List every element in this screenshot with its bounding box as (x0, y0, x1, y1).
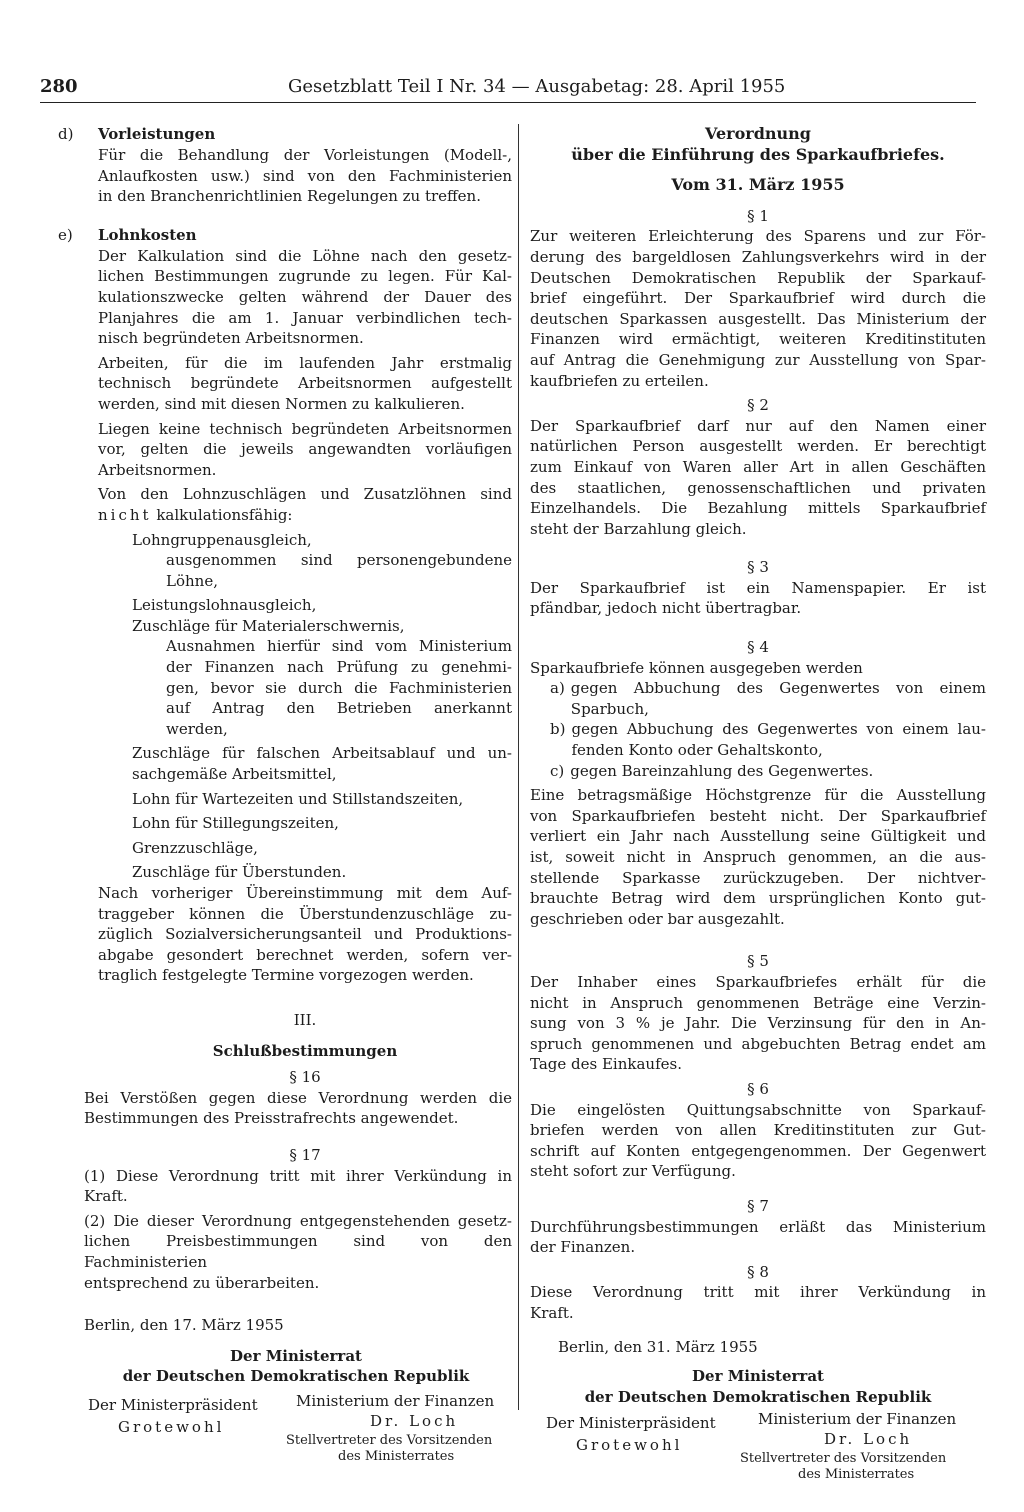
text-line: steht der Barzahlung gleich. (530, 519, 747, 538)
spaced-word: nicht (98, 505, 152, 524)
text-line: Zur weiteren Erleichterung des Sparens und zur För- (530, 227, 986, 246)
text-line: Der Kalkulation sind die Löhne nach den gesetz- (98, 246, 512, 265)
text-line: Kraft. (530, 1303, 574, 1322)
list-item: Grenzzuschläge, (132, 838, 258, 857)
section-e-title: Lohnkosten (98, 225, 197, 244)
authority-line-1: Der Ministerrat (692, 1367, 824, 1386)
paragraph-3 (530, 578, 986, 619)
text-line: nisch begründeten Arbeitsnormen. (98, 329, 364, 348)
text-line: Nach vorheriger Übereinstimmung mit dem Auf- (98, 884, 512, 902)
text-line: derung des bargeldlosen Zahlungsverkehrs wird in der (530, 247, 986, 266)
text-line: der Finanzen. (530, 1238, 636, 1257)
decree-date: Vom 31. März 1955 (671, 175, 845, 195)
list-marker: c) (550, 761, 565, 780)
text-line: traglich festgelegte Termine vorgezogen werden. (98, 966, 474, 985)
text-line: vor, gelten die jeweils angewandten vorläufigen (98, 440, 512, 459)
paragraph-7 (530, 1217, 986, 1258)
text-span: kalkulationsfähig: (156, 505, 293, 524)
page-header (40, 74, 976, 106)
text-line: züglich Sozialversicherungsanteil und Produktions- (98, 925, 512, 944)
place-date: Berlin, den 17. März 1955 (84, 1316, 284, 1335)
text-line: Diese Verordnung tritt mit ihrer Verkündung in (530, 1283, 986, 1302)
text-line: Arbeiten, für die im laufenden Jahr erstmalig (98, 353, 512, 372)
text-line: kaufbriefen zu erteilen. (530, 371, 709, 390)
paragraph-5-label: § 5 (747, 952, 769, 971)
signature-block (530, 1410, 986, 1497)
part-heading: Schlußbestimmungen (212, 1041, 398, 1060)
text-line: Sparbuch, (570, 699, 649, 718)
list-item-note: ausgenommen sind personengebundene (166, 551, 512, 570)
signatory-role: Stellvertreter des Vorsitzenden (740, 1451, 947, 1467)
signatory-role: des Ministerrates (338, 1448, 455, 1464)
paragraph-5 (530, 972, 986, 1075)
text-line: Finanzen wird ermächtigt, weiteren Kreditinstituten (530, 330, 986, 349)
list-item: Lohngruppenausgleich, (132, 530, 312, 549)
list-item-note: werden, (166, 719, 228, 738)
list-marker: b) (550, 720, 566, 739)
text-line: technisch begründete Arbeitsnormen aufgestellt (98, 374, 512, 393)
text-line: steht sofort zur Verfügung. (530, 1162, 736, 1181)
paragraph-16 (84, 1088, 512, 1129)
text-line: abgabe gesondert berechnet werden, sofern ver- (98, 945, 512, 964)
paragraph-1 (530, 226, 986, 391)
list-item: Zuschläge für falschen Arbeitsablauf und un- (132, 744, 512, 763)
paragraph-2 (530, 416, 986, 540)
paragraph-17 (84, 1166, 512, 1294)
page-number: 280 (40, 76, 78, 97)
signatory-title: Ministerium der Finanzen (758, 1410, 957, 1429)
paragraph-16-label: § 16 (289, 1068, 321, 1087)
text-line: Sparkaufbriefe können ausgegeben werden (530, 658, 863, 677)
text-line: zum Einkauf von Waren aller Art in allen Geschäften (530, 457, 986, 476)
section-d-text (98, 145, 512, 207)
left-column (58, 124, 512, 1479)
text-line: Deutschen Demokratischen Republik der Sparkauf- (530, 268, 986, 287)
text-line: entsprechend zu überarbeiten. (84, 1273, 320, 1292)
exclusion-list (132, 530, 512, 884)
text-line: Der Sparkaufbrief darf nur auf den Namen einer (530, 416, 986, 435)
text-line: spruch genommenen und abgebuchten Betrag endet am (530, 1034, 986, 1053)
text-line: des staatlichen, genossenschaftlichen und privaten (530, 478, 986, 497)
text-line: brauchte Betrag wird dem ursprünglichen Konto gut- (530, 889, 986, 908)
column-divider (518, 124, 519, 1410)
text-line: Bestimmungen des Preisstrafrechts angewendet. (84, 1109, 459, 1128)
text-line: gegen Abbuchung des Gegenwertes von einem (570, 679, 986, 698)
text-line: Arbeitsnormen. (98, 460, 217, 479)
text-line: werden, sind mit diesen Normen zu kalkulieren. (98, 394, 465, 413)
section-e-heading (58, 225, 512, 246)
list-item: Zuschläge für Überstunden. (132, 863, 347, 882)
text-line: auf Antrag die Genehmigung zur Ausstellung von Spar- (530, 350, 986, 369)
signatory-title: Der Ministerpräsident (88, 1395, 258, 1414)
paragraph-4 (530, 658, 986, 930)
list-item: Lohn für Stillegungszeiten, (132, 814, 339, 833)
authority-line-1: Der Ministerrat (230, 1346, 362, 1365)
text-line: pfändbar, jedoch nicht übertragbar. (530, 599, 802, 618)
signatory-role: des Ministerrates (798, 1467, 915, 1483)
authority-line-2: der Deutschen Demokratischen Republik (584, 1387, 932, 1406)
list-item-note: Ausnahmen hierfür sind vom Ministerium (166, 637, 512, 656)
list-item (550, 719, 986, 760)
text-line: traggeber können die Überstundenzuschläge zu- (98, 904, 512, 923)
right-column (530, 124, 986, 1497)
text-line: Tage des Einkaufes. (530, 1055, 682, 1074)
signature-block (80, 1391, 512, 1479)
section-d-title: Vorleistungen (98, 125, 216, 143)
signatory-title: Ministerium der Finanzen (296, 1391, 495, 1410)
text-line: Für die Behandlung der Vorleistungen (Modell-, (98, 146, 512, 164)
paragraph-6 (530, 1100, 986, 1182)
paragraph-3-label: § 3 (747, 558, 769, 577)
text-line: Kraft. (84, 1187, 128, 1206)
signatory-name: Grotewohl (118, 1417, 225, 1436)
signatory-title: Der Ministerpräsident (546, 1414, 716, 1433)
list-item: Zuschläge für Materialerschwernis, (132, 616, 405, 635)
text-line (98, 505, 512, 526)
text-line: nicht in Anspruch genommenen Beträge eine Verzin- (530, 993, 986, 1012)
text-line: Liegen keine technisch begründeten Arbeitsnormen (98, 419, 512, 438)
paragraph-7-label: § 7 (747, 1196, 769, 1215)
signatory-role: Stellvertreter des Vorsitzenden (286, 1432, 493, 1448)
text-line: von Sparkaufbriefen besteht nicht. Der Sparkaufbrief (530, 806, 986, 825)
text-line: Planjahres die am 1. Januar verbindlichen tech- (98, 308, 512, 327)
list-item-note: der Finanzen nach Prüfung zu genehmi- (166, 658, 512, 677)
text-line: Anlaufkosten usw.) sind von den Fachministerien (98, 166, 512, 185)
place-date: Berlin, den 31. März 1955 (558, 1338, 758, 1357)
list-item: Leistungslohnausgleich, (132, 596, 317, 615)
text-line: lichen Preisbestimmungen sind von den Fachministerien (84, 1232, 512, 1271)
text-line: (1) Diese Verordnung tritt mit ihrer Verkündung in (84, 1166, 512, 1185)
signatory-name: Dr. Loch (824, 1430, 913, 1449)
text-line: Einzelhandels. Die Bezahlung mittels Sparkaufbrief (530, 499, 986, 518)
text-line: Bei Verstößen gegen diese Verordnung werden die (84, 1088, 512, 1107)
text-line: stellende Sparkasse zurückzugeben. Der nichtver- (530, 868, 986, 887)
text-line: (2) Die dieser Verordnung entgegenstehenden gesetz- (84, 1211, 512, 1230)
text-line: Der Inhaber eines Sparkaufbriefes erhält für die (530, 972, 986, 991)
signatory-name: Dr. Loch (370, 1411, 459, 1430)
text-line: briefen werden von allen Kreditinstituten zur Gut- (530, 1121, 986, 1140)
text-line: fenden Konto oder Gehaltskonto, (571, 741, 823, 760)
text-line: Von den Lohnzuschlägen und Zusatzlöhnen sind (98, 485, 512, 504)
list-item-note: auf Antrag den Betrieben anerkannt (166, 699, 512, 718)
journal-title: Gesetzblatt Teil I Nr. 34 — Ausgabetag: 28. April 1955 (288, 76, 786, 97)
text-line: kulationszwecke gelten während der Dauer des (98, 287, 512, 306)
text-line: Der Sparkaufbrief ist ein Namenspapier. Er ist (530, 578, 986, 597)
text-line: gegen Bareinzahlung des Gegenwertes. (570, 761, 874, 780)
section-d-label: d) (58, 125, 74, 143)
list-item (550, 678, 986, 719)
section-e-label: e) (58, 225, 73, 244)
text-line: schrift auf Konten entgegengenommen. Der Gegenwert (530, 1141, 986, 1160)
header-rule (40, 102, 976, 103)
text-line: Durchführungsbestimmungen erläßt das Ministerium (530, 1217, 986, 1236)
paragraph-8 (530, 1282, 986, 1323)
list-item-note: Löhne, (166, 571, 218, 590)
paragraph-6-label: § 6 (747, 1079, 769, 1098)
part-number: III. (293, 1010, 317, 1029)
text-line: deutschen Sparkassen ausgestellt. Das Ministerium der (530, 309, 986, 328)
paragraph-8-label: § 8 (747, 1262, 769, 1281)
list-item (550, 761, 986, 782)
decree-subtitle: über die Einführung des Sparkaufbriefes. (571, 144, 945, 164)
list-marker: a) (550, 679, 565, 698)
paragraph-2-label: § 2 (747, 396, 769, 415)
signatory-name: Grotewohl (576, 1436, 683, 1455)
paragraph-4-label: § 4 (747, 638, 769, 657)
authority-line-2: der Deutschen Demokratischen Republik (122, 1367, 470, 1386)
text-line: Eine betragsmäßige Höchstgrenze für die Ausstellung (530, 786, 986, 805)
text-line: sung von 3 % je Jahr. Die Verzinsung für den in An- (530, 1014, 986, 1033)
paragraph-1-label: § 1 (747, 206, 769, 225)
text-line: brief eingeführt. Der Sparkaufbrief wird durch die (530, 289, 986, 308)
text-line: gegen Abbuchung des Gegenwertes von einem lau- (571, 720, 986, 739)
text-line: in den Branchenrichtlinien Regelungen zu treffen. (98, 187, 481, 206)
text-line: lichen Bestimmungen zugrunde zu legen. Für Kal- (98, 267, 512, 286)
paragraph-17-label: § 17 (289, 1145, 321, 1164)
section-d-heading (58, 124, 512, 145)
text-line: geschrieben oder bar ausgezahlt. (530, 909, 785, 928)
list-item: Lohn für Wartezeiten und Stillstandszeiten, (132, 789, 464, 808)
decree-title: Verordnung (705, 124, 811, 143)
list-item: sachgemäße Arbeitsmittel, (132, 765, 337, 784)
text-line: natürlichen Person ausgestellt werden. Er berechtigt (530, 437, 986, 456)
section-e-text (98, 246, 512, 986)
list-item-note: gen, bevor sie durch die Fachministerien (166, 678, 512, 697)
text-line: verliert ein Jahr nach Ausstellung seine Gültigkeit und (530, 827, 986, 846)
text-line: Die eingelösten Quittungsabschnitte von Sparkauf- (530, 1100, 986, 1119)
text-line: ist, soweit nicht in Anspruch genommen, an die aus- (530, 848, 986, 866)
